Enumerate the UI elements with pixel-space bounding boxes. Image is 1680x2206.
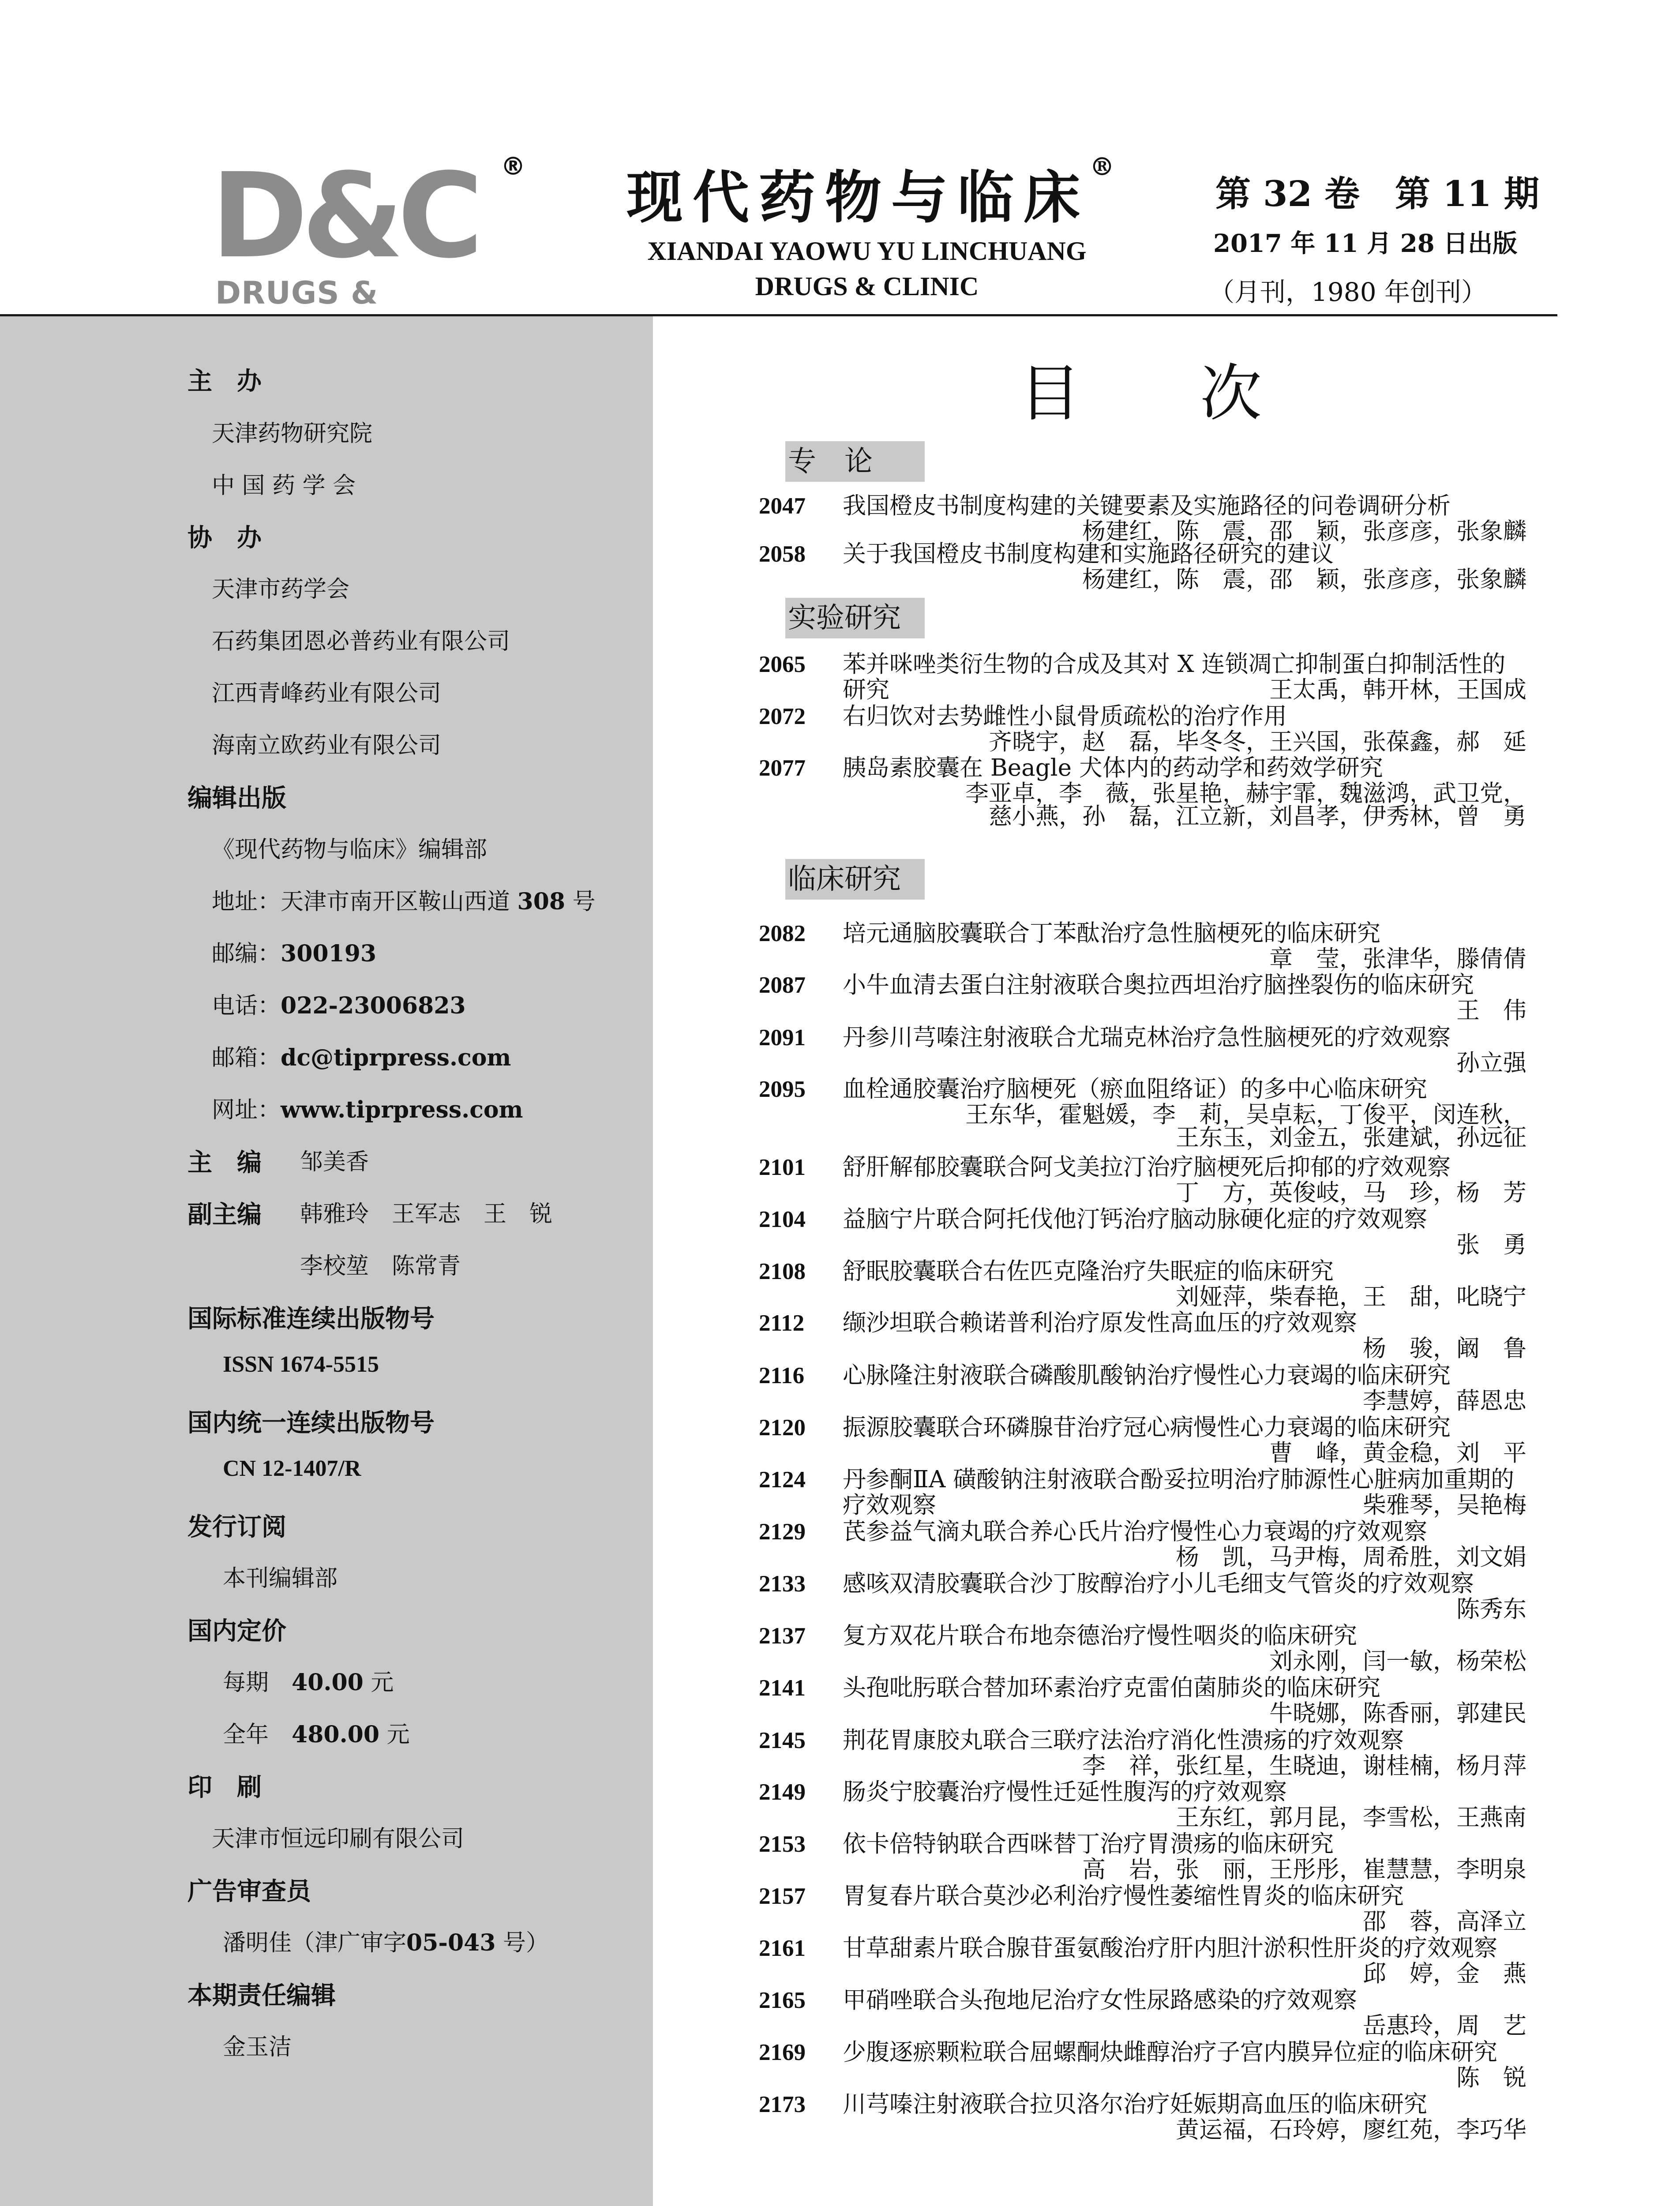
journal-english: DRUGS & CLINIC (755, 272, 979, 301)
toc-article-title: 依卡倍特钠联合西咪替丁治疗胃溃疡的临床研究 (843, 1831, 1334, 1857)
co-sponsor-3: 江西青峰药业有限公司 (212, 680, 442, 707)
toc-article-title: 关于我国橙皮书制度构建和实施路径研究的建议 (843, 540, 1334, 567)
toc-article-title: 甲硝唑联合头孢地尼治疗女性尿路感染的疗效观察 (843, 1987, 1357, 2014)
ad-reviewer-heading: 广告审查员 (188, 1877, 311, 1906)
toc-page-number: 2072 (759, 704, 806, 729)
toc-authors: 柴雅琴，吴艳梅 (1363, 1492, 1526, 1519)
toc-authors: 陈秀东 (1456, 1596, 1526, 1623)
toc-authors: 孙立强 (1456, 1050, 1526, 1077)
toc-page-number: 2165 (759, 1988, 806, 2013)
toc-page-number: 2101 (759, 1155, 806, 1180)
toc-page-number: 2133 (759, 1571, 806, 1597)
toc-authors: 王 伟 (1456, 997, 1526, 1024)
responsible-editor-heading: 本期责任编辑 (188, 1981, 336, 2010)
toc-authors: 刘永刚，闫一敏，杨荣松 (1269, 1648, 1526, 1675)
toc-article-title: 丹参酮ⅡA 磺酸钠注射液联合酚妥拉明治疗肺源性心脏病加重期的疗效观察 (843, 1466, 1515, 1519)
toc-authors-continued: 慈小燕，孙 磊，江立新，刘昌孝，伊秀林，曾 勇 (989, 803, 1526, 830)
toc-article-title: 益脑宁片联合阿托伐他汀钙治疗脑动脉硬化症的疗效观察 (843, 1206, 1427, 1233)
deputy-editors-1: 韩雅玲 王军志 王 锐 (300, 1201, 553, 1227)
price-per-year: 全年 480.00 元 (223, 1721, 410, 1748)
toc-authors: 李 祥，张红星，生晓迪，谢桂楠，杨月萍 (1082, 1752, 1526, 1779)
toc-authors: 丁 方，英俊岐，马 珍，杨 芳 (1176, 1179, 1526, 1206)
toc-article-title: 我国橙皮书制度构建的关键要素及实施路径的问卷调研分析 (843, 492, 1451, 519)
toc-page-number: 2082 (759, 921, 806, 946)
toc-authors: 杨建红，陈 震，邵 颖，张彦彦，张象麟 (1082, 566, 1526, 593)
printer: 天津市恒远印刷有限公司 (212, 1826, 465, 1852)
sponsor-1: 天津药物研究院 (212, 420, 373, 447)
toc-authors: 岳惠玲，周 艺 (1363, 2012, 1526, 2039)
toc-authors: 刘娅萍，柴春艳，王 甜，叱晓宁 (1176, 1283, 1526, 1310)
co-sponsor-1: 天津市药学会 (212, 576, 350, 603)
printing-heading: 印 刷 (188, 1773, 262, 1802)
issn: ISSN 1674-5515 (223, 1352, 379, 1377)
toc-authors: 陈 锐 (1456, 2064, 1526, 2091)
address: 地址：天津市南开区鞍山西道 308 号 (212, 888, 596, 915)
toc-page-number: 2058 (759, 541, 806, 567)
toc-article-title: 丹参川芎嗪注射液联合尤瑞克林治疗急性脑梗死的疗效观察 (843, 1024, 1451, 1051)
ad-reviewer: 潘明佳（津广审字05-043 号） (223, 1929, 549, 1956)
toc-page-number: 2157 (759, 1883, 806, 1909)
deputy-editors-2: 李校堃 陈常青 (300, 1253, 461, 1279)
telephone: 电话：022-23006823 (212, 992, 466, 1019)
editor-heading: 编辑出版 (188, 784, 286, 813)
toc-authors: 高 岩，张 丽，王彤彤，崔慧慧，李明泉 (1082, 1856, 1526, 1883)
toc-article-title: 川芎嗪注射液联合拉贝洛尔治疗妊娠期高血压的临床研究 (843, 2091, 1427, 2118)
co-sponsor-heading: 协 办 (188, 524, 262, 552)
toc-authors: 牛晓娜，陈香丽，郭建民 (1269, 1700, 1526, 1727)
toc-article-title: 振源胶囊联合环磷腺苷治疗冠心病慢性心力衰竭的临床研究 (843, 1414, 1451, 1441)
toc-article-title: 荆花胃康胶丸联合三联疗法治疗消化性溃疡的疗效观察 (843, 1727, 1404, 1754)
toc-article-title: 肠炎宁胶囊治疗慢性迁延性腹泻的疗效观察 (843, 1778, 1287, 1805)
toc-article-title: 头孢吡肟联合替加环素治疗克雷伯菌肺炎的临床研究 (843, 1674, 1380, 1701)
toc-page-number: 2129 (759, 1519, 806, 1545)
toc-article-title: 少腹逐瘀颗粒联合屈螺酮炔雌醇治疗子宫内膜异位症的临床研究 (843, 2039, 1497, 2066)
toc-authors-continued: 王东玉，刘金五，张建斌，孙远征 (1176, 1124, 1526, 1151)
toc-authors: 黄运福，石玲婷，廖红苑，李巧华 (1176, 2116, 1526, 2143)
toc-page-number: 2065 (759, 652, 806, 677)
chief-editor: 邹美香 (300, 1149, 369, 1175)
journal-pinyin: XIANDAI YAOWU YU LINCHUANG (647, 236, 1087, 266)
toc-page-number: 2091 (759, 1025, 806, 1050)
toc-page-number: 2087 (759, 972, 806, 998)
toc-authors: 齐晓宇，赵 磊，毕冬冬，王兴国，张葆鑫，郝 延 (989, 728, 1526, 755)
toc-authors: 章 莹，张津华，滕倩倩 (1269, 945, 1526, 972)
toc-article-title: 缬沙坦联合赖诺普利治疗原发性高血压的疗效观察 (843, 1309, 1357, 1336)
toc-page-number: 2104 (759, 1207, 806, 1232)
toc-authors: 王东华，霍魁媛，李 莉，吴卓耘，丁俊平，闵连秋， (965, 1101, 1526, 1128)
logo-subtitle: DRUGS & (215, 275, 379, 311)
toc-page-number: 2173 (759, 2092, 806, 2117)
toc-article-title: 舒肝解郁胶囊联合阿戈美拉汀治疗脑梗死后抑郁的疗效观察 (843, 1154, 1451, 1181)
registered-mark: ® (501, 152, 525, 181)
contents-title: 目次 (1019, 358, 1381, 430)
distribution-heading: 发行订阅 (188, 1513, 286, 1542)
section-clinical-research: 临床研究 (785, 859, 925, 900)
toc-authors: 邵 蓉，高泽立 (1363, 1908, 1526, 1935)
toc-page-number: 2108 (759, 1259, 806, 1284)
toc-article-title: 苯并咪唑类衍生物的合成及其对 X 连锁凋亡抑制蛋白抑制活性的研究 (843, 651, 1506, 703)
journal-logo (211, 148, 493, 318)
toc-authors: 王太禹，韩开林，王国成 (1269, 676, 1526, 703)
sponsor-2: 中 国 药 学 会 (212, 473, 356, 499)
toc-article-title: 胰岛素胶囊在 Beagle 犬体内的药动学和药效学研究 (843, 754, 1383, 781)
toc-article-title: 心脉隆注射液联合磷酸肌酸钠治疗慢性心力衰竭的临床研究 (843, 1362, 1451, 1389)
toc-article-title: 复方双花片联合布地奈德治疗慢性咽炎的临床研究 (843, 1622, 1357, 1649)
toc-page-number: 2141 (759, 1675, 806, 1701)
title-registered-mark: ® (1090, 152, 1115, 181)
toc-page-number: 2095 (759, 1077, 806, 1102)
email: 邮箱：dc@tiprpress.com (212, 1044, 511, 1071)
toc-page-number: 2116 (759, 1363, 805, 1388)
toc-authors: 李亚卓，李 薇，张星艳，赫宇霏，魏滋鸿，武卫党， (965, 780, 1526, 807)
toc-page-number: 2137 (759, 1623, 806, 1649)
volume-issue: 第 32 卷 第 11 期 (1215, 173, 1540, 214)
toc-article-title: 培元通脑胶囊联合丁苯酞治疗急性脑梗死的临床研究 (843, 920, 1380, 947)
sponsor-heading: 主 办 (188, 367, 262, 396)
toc-authors: 张 勇 (1456, 1231, 1526, 1258)
publication-date: 2017 年 11 月 28 日出版 (1213, 229, 1518, 258)
cn-number: CN 12-1407/R (223, 1456, 361, 1481)
toc-authors: 李慧婷，薛恩忠 (1363, 1388, 1526, 1414)
journal-title: 现代药物与临床® (626, 152, 1115, 231)
website: 网址：www.tiprpress.com (212, 1096, 523, 1123)
toc-page-number: 2077 (759, 755, 806, 781)
toc-article-title: 感咳双清胶囊联合沙丁胺醇治疗小儿毛细支气管炎的疗效观察 (843, 1570, 1474, 1597)
co-sponsor-4: 海南立欧药业有限公司 (212, 732, 442, 759)
toc-page-number: 2047 (759, 493, 806, 519)
publication-frequency: （月刊，1980 年创刊） (1209, 277, 1487, 307)
toc-authors: 杨建红，陈 震，邵 颖，张彦彦，张象麟 (1082, 518, 1526, 545)
price-heading: 国内定价 (188, 1617, 286, 1646)
toc-page-number: 2120 (759, 1415, 806, 1441)
toc-page-number: 2149 (759, 1779, 806, 1805)
toc-authors: 邱 婷，金 燕 (1363, 1960, 1526, 1987)
toc-authors: 杨 凯，马尹梅，周希胜，刘文娟 (1176, 1544, 1526, 1571)
section-special-topics: 专 论 (785, 441, 925, 482)
co-sponsor-2: 石药集团恩必普药业有限公司 (212, 628, 510, 655)
issn-heading: 国际标准连续出版物号 (188, 1305, 435, 1333)
toc-page-number: 2145 (759, 1728, 806, 1753)
toc-page-number: 2153 (759, 1831, 806, 1857)
chief-editor-heading: 主 编 (188, 1148, 262, 1177)
logo-mark: D&C (211, 148, 477, 284)
toc-article-title: 小牛血清去蛋白注射液联合奥拉西坦治疗脑挫裂伤的临床研究 (843, 972, 1474, 998)
zip-code: 邮编：300193 (212, 940, 377, 967)
toc-article-title: 芪参益气滴丸联合养心氏片治疗慢性心力衰竭的疗效观察 (843, 1518, 1427, 1545)
toc-authors: 王东红，郭月昆，李雪松，王燕南 (1176, 1804, 1526, 1831)
price-per-issue: 每期 40.00 元 (223, 1669, 394, 1696)
toc-article-title: 右归饮对去势雌性小鼠骨质疏松的治疗作用 (843, 703, 1287, 730)
toc-page-number: 2169 (759, 2040, 806, 2065)
toc-article-title: 胃复春片联合莫沙必利治疗慢性萎缩性胃炎的临床研究 (843, 1883, 1404, 1910)
toc-article-title: 甘草甜素片联合腺苷蛋氨酸治疗肝内胆汁淤积性肝炎的疗效观察 (843, 1935, 1497, 1962)
responsible-editor: 金玉洁 (223, 2034, 292, 2060)
toc-page-number: 2161 (759, 1936, 806, 1961)
deputy-editor-heading: 副主编 (188, 1201, 262, 1229)
toc-article-title: 舒眠胶囊联合右佐匹克隆治疗失眠症的临床研究 (843, 1258, 1334, 1285)
toc-authors: 杨 骏，阚 鲁 (1363, 1335, 1526, 1362)
toc-article-title: 血栓通胶囊治疗脑梗死（瘀血阻络证）的多中心临床研究 (843, 1076, 1427, 1103)
toc-page-number: 2124 (759, 1467, 806, 1493)
distribution: 本刊编辑部 (223, 1565, 338, 1592)
section-experimental-research: 实验研究 (785, 598, 925, 638)
cn-heading: 国内统一连续出版物号 (188, 1409, 435, 1437)
toc-authors: 曹 峰，黄金稳，刘 平 (1269, 1440, 1526, 1467)
editorial-office: 《现代药物与临床》编辑部 (212, 837, 488, 863)
toc-page-number: 2112 (759, 1310, 805, 1336)
